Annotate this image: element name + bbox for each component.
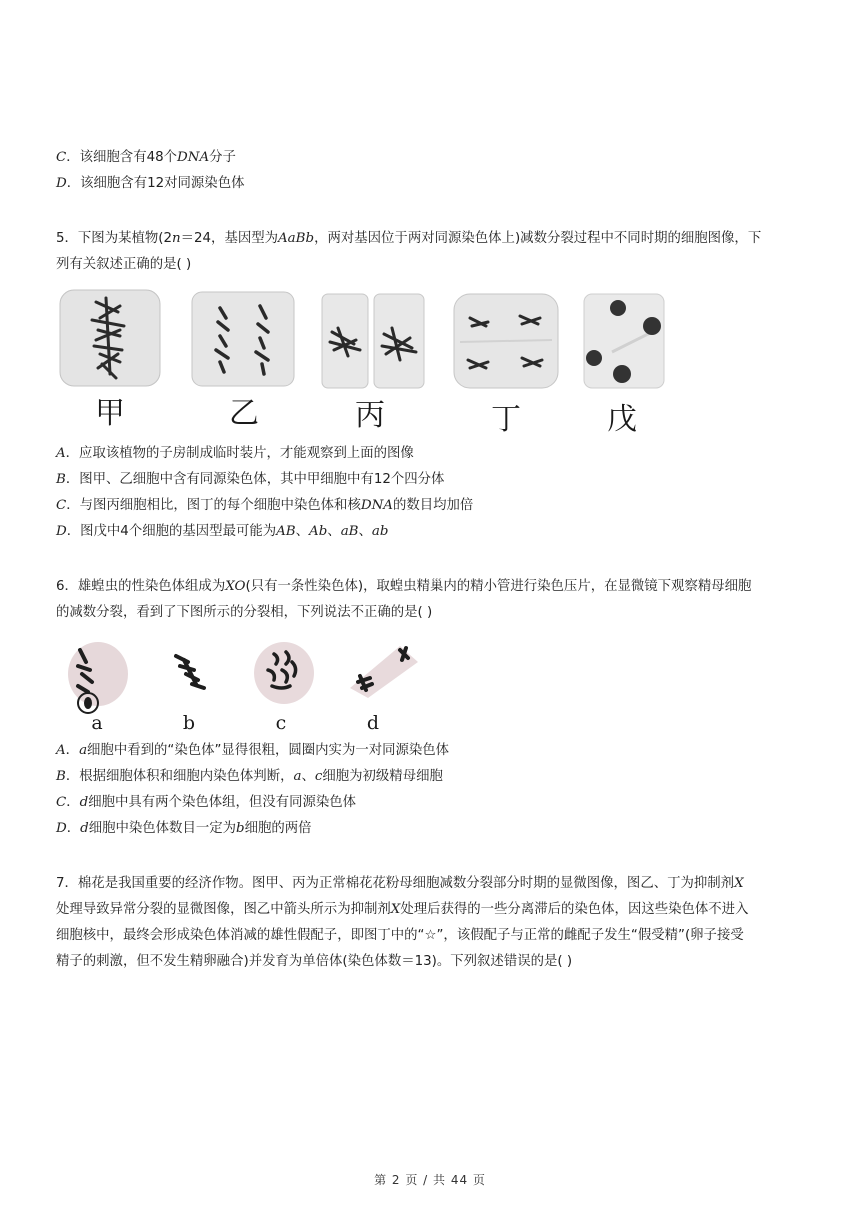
page-footer: 第 2 页 / 共 44 页 [374,1173,486,1187]
q4-option-d: D．该细胞含有12对同源染色体 [56,176,245,191]
q6-option-c: C．d细胞中具有两个染色体组，但没有同源染色体 [56,795,357,810]
cell-image-jia [58,288,162,388]
label-ding: 丁 [491,402,521,437]
q7-stem-line4: 精子的刺激，但不发生精卵融合)并发育为单倍体(染色体数＝13)。下列叙述错误的是( ) [56,954,573,969]
cell-image-wu [582,292,666,390]
cell-image-a [64,640,130,716]
q7-stem-line2: 处理导致异常分裂的显微图像，图乙中箭头所示为抑制剂X处理后获得的一些分离滞后的染色体，因这些染色体不进入 [56,902,749,917]
label-a: a [91,712,103,734]
cell-image-d [340,640,422,700]
label-jia: 甲 [95,396,125,431]
cell-image-ding [452,292,560,390]
cell-image-c [252,640,316,706]
q5-option-c: C．与图丙细胞相比，图丁的每个细胞中染色体和核DNA的数目均加倍 [56,498,474,513]
q4-option-c: C．该细胞含有48个DNA分子 [56,150,236,165]
q5-stem-line2: 列有关叙述正确的是( ) [56,257,192,272]
label-d: d [366,712,380,734]
cell-image-bing [320,292,426,390]
label-bing: 丙 [355,398,385,433]
q6-stem-line1: 6．雄蝗虫的性染色体组成为XO(只有一条性染色体)，取蝗虫精巢内的精小管进行染色压片，在显微镜下观察精母细胞 [56,579,752,594]
q5-option-a: A．应取该植物的子房制成临时装片，才能观察到上面的图像 [56,446,414,461]
cell-image-b [166,648,214,698]
label-yi: 乙 [229,396,259,431]
q6-option-d: D．d细胞中染色体数目一定为b细胞的两倍 [56,821,312,836]
q7-stem-line1: 7．棉花是我国重要的经济作物。图甲、丙为正常棉花花粉母细胞减数分裂部分时期的显微图像，图乙、丁为抑制剂X [56,876,744,891]
cell-image-yi [190,290,296,388]
q5-option-d: D．图戊中4个细胞的基因型最可能为AB、Ab、aB、ab [56,524,389,539]
q7-stem-line3: 细胞核中，最终会形成染色体消减的雄性假配子，即图丁中的“☆”，该假配子与正常的雌配子发生“假受精”(卵子接受 [56,928,744,943]
label-wu: 戊 [607,402,637,437]
q5-option-b: B．图甲、乙细胞中含有同源染色体，其中甲细胞中有12个四分体 [56,472,445,487]
q6-stem-line2: 的减数分裂，看到了下图所示的分裂相，下列说法不正确的是( ) [56,605,433,620]
q5-stem-line1: 5．下图为某植物(2n＝24，基因型为AaBb，两对基因位于两对同源染色体上)减数分裂过程中不同时期的细胞图像，下 [56,231,762,246]
q6-option-a: A．a细胞中看到的“染色体”显得很粗，圆圈内实为一对同源染色体 [56,743,450,758]
label-b: b [182,712,196,734]
q6-option-b: B．根据细胞体积和细胞内染色体判断，a、c细胞为初级精母细胞 [56,769,443,784]
label-c: c [275,712,287,734]
